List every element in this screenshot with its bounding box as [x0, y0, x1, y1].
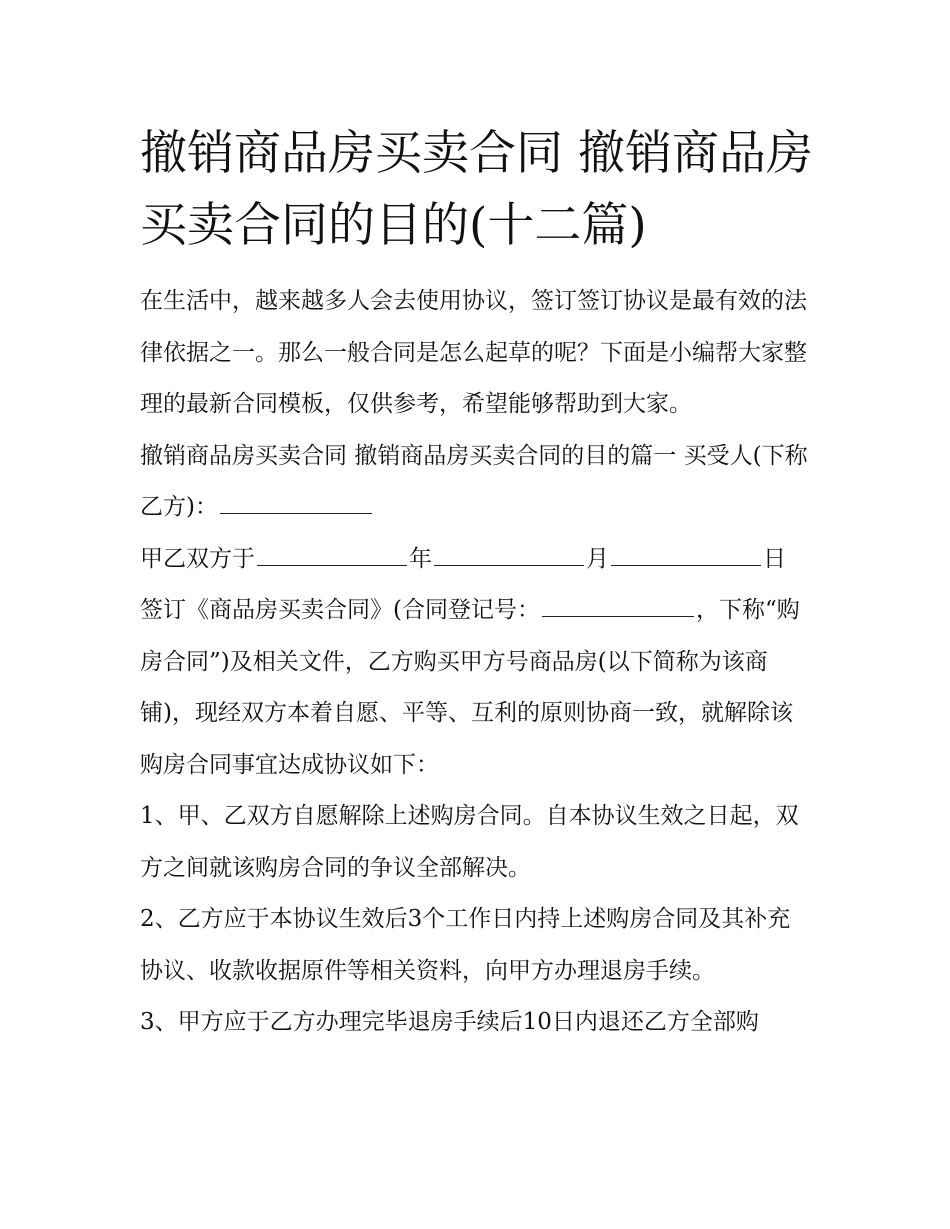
- year-label: 年: [409, 545, 432, 572]
- signing-prefix: 签订《商品房买卖合同》(合同登记号：: [140, 597, 540, 623]
- clause-paragraph: 1、甲、乙双方自愿解除上述购房合同。自本协议生效之日起，双方之间就该购房合同的争议全部解决。: [140, 803, 799, 881]
- date-prefix: 甲乙双方于: [140, 545, 255, 572]
- month-label: 月: [586, 545, 609, 572]
- year-blank-field: [257, 543, 407, 566]
- document-body: [140, 276, 812, 1049]
- intro-paragraph: 在生活中，越来越多人会去使用协议，签订签订协议是最有效的法律依据之一。那么一般合同是怎么起草的呢？下面是小编帮大家整理的最新合同模板，仅供参考，希望能够帮助到大家。: [140, 288, 807, 417]
- date-paragraph: [140, 534, 812, 586]
- section-heading-text: 撤销商品房买卖合同 撤销商品房买卖合同的目的篇一 买受人(下称乙方)：: [140, 442, 808, 520]
- buyer-blank-field: [220, 491, 372, 514]
- month-blank-field: [434, 543, 584, 566]
- day-blank-field: [611, 543, 761, 566]
- signing-paragraph: [140, 585, 812, 791]
- clause-paragraph: 2、乙方应于本协议生效后3个工作日内持上述购房合同及其补充协议、收款收据原件等相关资料，向甲方办理退房手续。: [140, 906, 791, 984]
- document-title: 撤销商品房买卖合同 撤销商品房买卖合同的目的(十二篇): [140, 126, 813, 253]
- signing-suffix: ，下称“购房合同”)及相关文件，乙方购买甲方号商品房(以下简称为该商铺)，现经双方本着自愿、平等、互利的原则协商一致，就解除该购房合同事宜达成协议如下：: [140, 597, 800, 778]
- section-heading-paragraph: [140, 431, 812, 534]
- clause-paragraph: 3、甲方应于乙方办理完毕退房手续后10日内退还乙方全部购: [140, 1009, 759, 1035]
- day-label: 日: [763, 545, 786, 572]
- registration-number-blank-field: [542, 594, 694, 617]
